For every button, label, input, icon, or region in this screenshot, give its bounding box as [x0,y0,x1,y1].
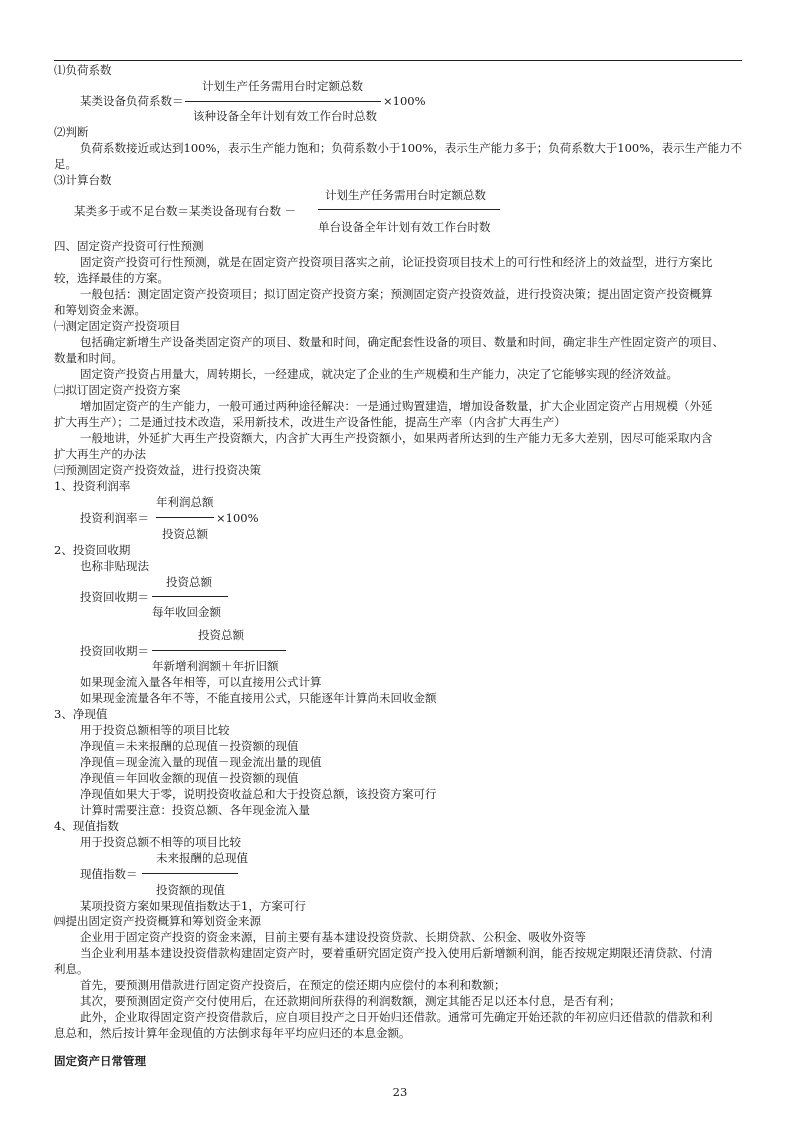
load-coefficient-numerator: 计划生产任务需用台时定额总数 [202,79,363,93]
subsection-3-title: ㈢预测固定资产投资效益，进行投资决策 [54,463,261,477]
npv-line: 净现值＝未来报酬的总现值－投资额的现值 [80,739,299,753]
section-four-para: 固定资产投资可行性预测，就是在固定资产投资项目落实之前，论证投资项目技术上的可行性和经济上的效益型，进行方案比 [80,255,713,269]
pvi-lhs: 现值指数＝ [80,867,138,881]
section-four-para-cont: 和筹划资金来源。 [54,303,146,317]
subsection-4-para: 企业用于固定资产投资的资金来源，目前主要有基本建设投资贷款、长期贷款、公积金、吸收外资等 [80,930,586,944]
load-coefficient-title: ⑴负荷系数 [54,63,112,77]
payback-f1-denominator: 每年收回金额 [152,605,221,619]
load-coefficient-fraction-bar [185,101,381,102]
calc-count-title: ⑶计算台数 [54,173,112,187]
next-section-heading: 固定资产日常管理 [54,1054,146,1068]
calc-count-lhs: 某类多于或不足台数＝某类设备现有台数 － [74,204,297,218]
subsection-2-para-cont: 扩大再生产）；二是通过技术改造，采用新技术，改进生产设备性能，提高生产率（内含扩大再生产） [54,415,566,429]
subsection-2-para: 一般地讲，外延扩大再生产投资额大，内含扩大再生产投资额小，如果两者所达到的生产能力无多大差别，因尽可能采取内含 [80,431,713,445]
calc-count-fraction-bar [318,209,500,210]
subsection-2-title: ㈡拟订固定资产投资方案 [54,383,181,397]
payback-f2-numerator: 投资总额 [198,628,244,642]
subsection-4-para: 首先，要预测用借款进行固定资产投资后，在预定的偿还期内应偿付的本利和数额； [80,978,506,992]
pvi-fraction-bar [142,873,238,874]
section-four-para-cont: 较，选择最佳的方案。 [54,271,169,285]
judge-paragraph-cont: 足。 [54,157,77,171]
subsection-4-para-cont: 利息。 [54,962,89,976]
load-coefficient-suffix: ×100% [383,94,426,108]
calc-count-denominator: 单台设备全年计划有效工作台时数 [318,220,491,234]
load-coefficient-lhs: 某类设备负荷系数＝ [80,94,184,108]
section-four-para: 一般包括：测定固定资产投资项目；拟订固定资产投资方案；预测固定资产投资效益，进行投资决策；提出固定资产投资概算 [80,287,713,301]
npv-line: 净现值＝现金流入量的现值－现金流出量的现值 [80,755,322,769]
subsection-4-para: 其次，要预测固定资产交付使用后，在还款期间所获得的利润数额，测定其能否足以还本付息，是否有利； [80,994,621,1008]
top-rule [54,60,742,61]
npv-line: 计算时需要注意：投资总额、各年现金流入量 [80,803,310,817]
payback-note-equal: 如果现金流入量各年相等，可以直接用公式计算 [80,675,322,689]
payback-note: 也称非贴现法 [80,559,149,573]
roi-lhs: 投资利润率＝ [80,511,149,525]
npv-line: 净现值如果大于零，说明投资收益总和大于投资总额，该投资方案可行 [80,787,437,801]
subsection-4-para: 当企业利用基本建设投资借款构建固定资产时，要着重研究固定资产投入使用后新增额利润，能否按规定期限还清贷款、付清 [80,946,713,960]
roi-denominator: 投资总额 [162,527,208,541]
subsection-2-para: 增加固定资产的生产能力，一般可通过两种途径解决：一是通过购置建造，增加设备数量，扩大企业固定资产占用规模（外延 [80,399,713,413]
npv-line: 净现值＝年回收金额的现值－投资额的现值 [80,771,299,785]
roi-suffix: ×100% [216,511,259,525]
roi-fraction-bar [156,517,214,518]
page-number: 23 [392,1085,408,1099]
pvi-title: 4、现值指数 [54,819,119,833]
payback-f1-fraction-bar [152,596,228,597]
subsection-4-para: 此外，企业取得固定资产投资借款后，应自项目投产之日开始归还借款。通常可先确定开始还款的年初应归还借款的借款和利 [80,1010,713,1024]
payback-f1-lhs: 投资回收期＝ [80,590,149,604]
roi-numerator: 年利润总额 [156,495,214,509]
subsection-2-para-cont: 扩大再生产的办法 [54,447,146,461]
payback-title: 2、投资回收期 [54,543,131,557]
subsection-1-title: ㈠测定固定资产投资项目 [54,319,181,333]
calc-count-numerator: 计划生产任务需用台时定额总数 [325,188,486,202]
pvi-numerator: 未来报酬的总现值 [156,851,248,865]
subsection-1-para: 包括确定新增生产设备类固定资产的项目、数量和时间，确定配套性设备的项目、数量和时间，确定非生产性固定资产的项目、 [80,335,724,349]
roi-title: 1、投资利润率 [54,479,131,493]
subsection-4-title: ㈣提出固定资产投资概算和筹划资金来源 [54,914,261,928]
load-coefficient-denominator: 该种设备全年计划有效工作台时总数 [193,109,377,123]
subsection-1-para: 固定资产投资占用量大，周转期长，一经建成，就决定了企业的生产规模和生产能力，决定了它能够实现的经济效益。 [80,367,678,381]
npv-line: 用于投资总额相等的项目比较 [80,723,230,737]
subsection-1-para-cont: 数量和时间。 [54,351,123,365]
subsection-4-para-cont: 息总和，然后按计算年金现值的方法倒求每年平均应归还的本息金额。 [54,1026,411,1040]
payback-f2-denominator: 年新增利润额＋年折旧额 [152,659,279,673]
judge-title: ⑵判断 [54,125,89,139]
pvi-conclusion: 某项投资方案如果现值指数达于1，方案可行 [80,899,306,913]
judge-paragraph: 负荷系数接近或达到100%，表示生产能力饱和；负荷系数小于100%，表示生产能力多于；负荷系数大于100%，表示生产能力不 [80,141,743,155]
payback-note-unequal: 如果现金流量各年不等，不能直接用公式，只能逐年计算尚未回收金额 [80,691,437,705]
npv-title: 3、净现值 [54,707,108,721]
payback-f1-numerator: 投资总额 [166,575,212,589]
payback-f2-lhs: 投资回收期＝ [80,644,149,658]
pvi-denominator: 投资额的现值 [156,883,225,897]
pvi-note: 用于投资总额不相等的项目比较 [80,835,241,849]
payback-f2-fraction-bar [152,650,286,651]
section-four-heading: 四、固定资产投资可行性预测 [54,239,204,253]
